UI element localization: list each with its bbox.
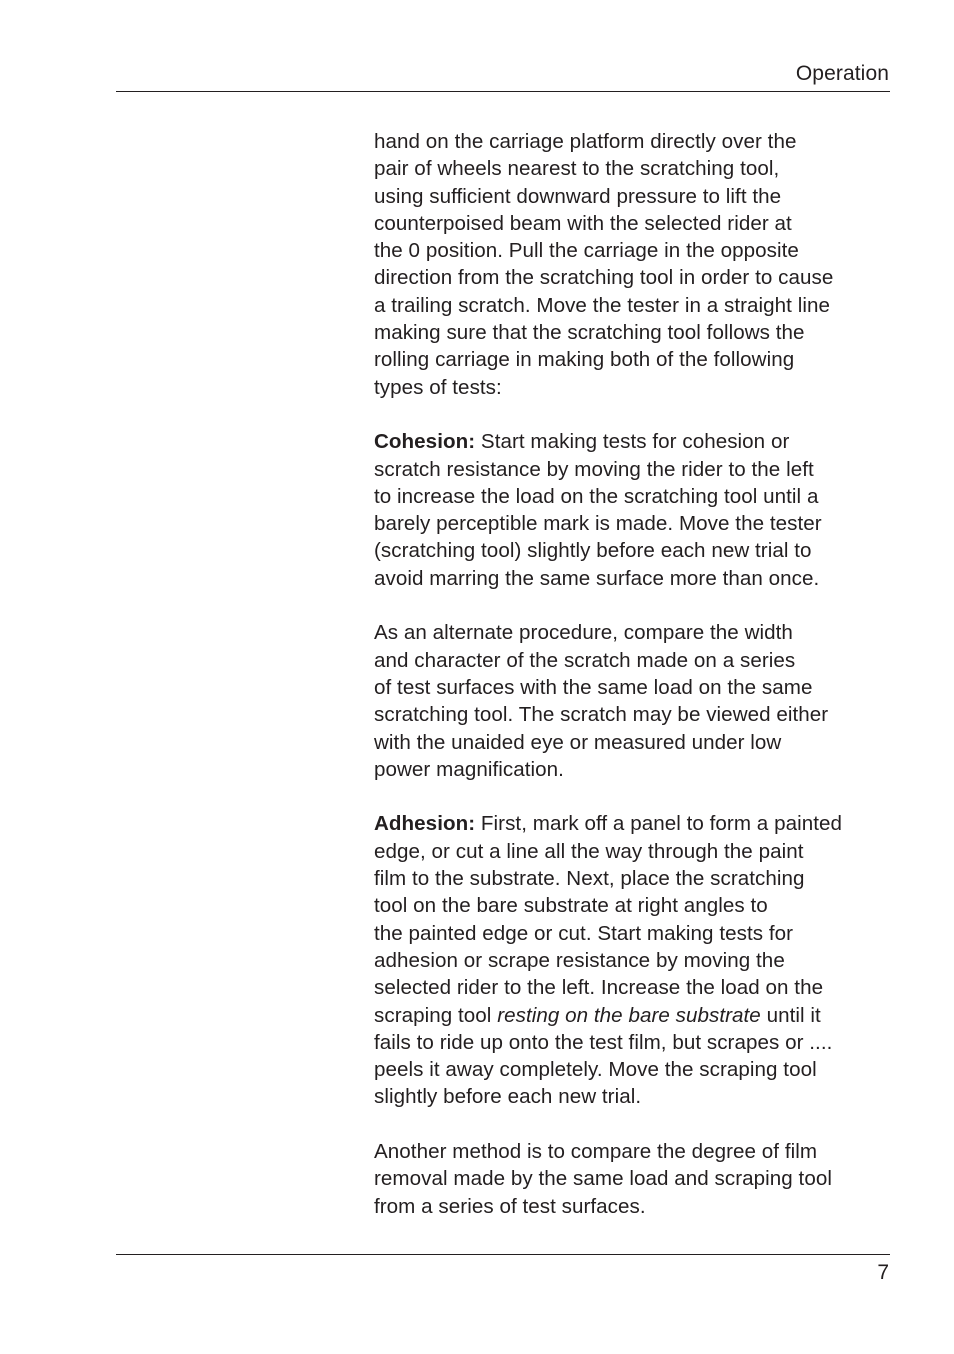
- text-line: from a series of test surfaces.: [374, 1194, 646, 1218]
- text-line: fails to ride up onto the test film, but scrapes or ....: [374, 1030, 833, 1054]
- text-line: hand on the carriage platform directly over the: [374, 130, 797, 153]
- text-line: of test surfaces with the same load on the same: [374, 675, 813, 699]
- text-line: types of tests:: [374, 375, 502, 399]
- text-line: scratch resistance by moving the rider to the left: [374, 457, 814, 481]
- text-line: edge, or cut a line all the way through the paint: [374, 839, 804, 863]
- paragraph-cohesion: [374, 428, 894, 592]
- text-line: scratching tool. The scratch may be viewed either: [374, 703, 829, 727]
- text-line: Another method is to compare the degree of film: [374, 1139, 818, 1163]
- body-text: [374, 128, 894, 1247]
- text-line: (scratching tool) slightly before each new trial to: [374, 539, 812, 563]
- paragraph-another-method: [374, 1138, 894, 1220]
- text-run: until it: [760, 1003, 821, 1027]
- text-line: making sure that the scratching tool follows the: [374, 321, 805, 345]
- text-line: using sufficient downward pressure to lift the: [374, 184, 782, 208]
- text-line: film to the substrate. Next, place the scratching: [374, 867, 805, 891]
- text-line: counterpoised beam with the selected rider at: [374, 211, 792, 235]
- text-run: First, mark off a panel to form a painted: [475, 812, 842, 836]
- text-line: [374, 428, 894, 455]
- text-line: a trailing scratch. Move the tester in a straight line: [374, 293, 830, 317]
- text-line: As an alternate procedure, compare the width: [374, 621, 793, 645]
- text-line: and character of the scratch made on a series: [374, 648, 796, 672]
- text-line: [374, 1002, 894, 1029]
- paragraph-adhesion: [374, 810, 894, 1110]
- text-line: to increase the load on the scratching tool until a: [374, 484, 819, 508]
- text-line: power magnification.: [374, 757, 564, 781]
- section-title: Operation: [795, 62, 889, 85]
- text-line: slightly before each new trial.: [374, 1085, 642, 1109]
- text-line: [374, 810, 894, 837]
- text-line: rolling carriage in making both of the following: [374, 348, 795, 372]
- text-line: tool on the bare substrate at right angles to: [374, 894, 768, 918]
- text-run: scraping tool: [374, 1003, 498, 1027]
- term-adhesion: Adhesion:: [374, 812, 476, 836]
- text-line: the painted edge or cut. Start making tests for: [374, 921, 794, 945]
- page-footer: [116, 1254, 890, 1295]
- text-line: avoid marring the same surface more than once.: [374, 566, 820, 590]
- paragraph-alternate-procedure: [374, 619, 894, 783]
- text-run: Start making tests for cohesion or: [475, 430, 790, 454]
- text-line: adhesion or scrape resistance by moving the: [374, 948, 785, 972]
- text-line: barely perceptible mark is made. Move the tester: [374, 512, 822, 536]
- text-line: removal made by the same load and scraping tool: [374, 1167, 832, 1191]
- text-line: selected rider to the left. Increase the load on the: [374, 976, 824, 1000]
- term-cohesion: Cohesion:: [374, 430, 476, 454]
- paragraph-carriage-instructions: [374, 128, 894, 401]
- page-header: [116, 58, 890, 92]
- text-line: with the unaided eye or measured under low: [374, 730, 782, 754]
- text-line: the 0 position. Pull the carriage in the opposite: [374, 239, 799, 263]
- text-line: peels it away completely. Move the scraping tool: [374, 1058, 817, 1082]
- page-number: 7: [877, 1261, 889, 1284]
- text-line: pair of wheels nearest to the scratching tool,: [374, 157, 780, 181]
- emphasis-text: resting on the bare substrate: [497, 1003, 761, 1027]
- text-line: direction from the scratching tool in order to cause: [374, 266, 834, 290]
